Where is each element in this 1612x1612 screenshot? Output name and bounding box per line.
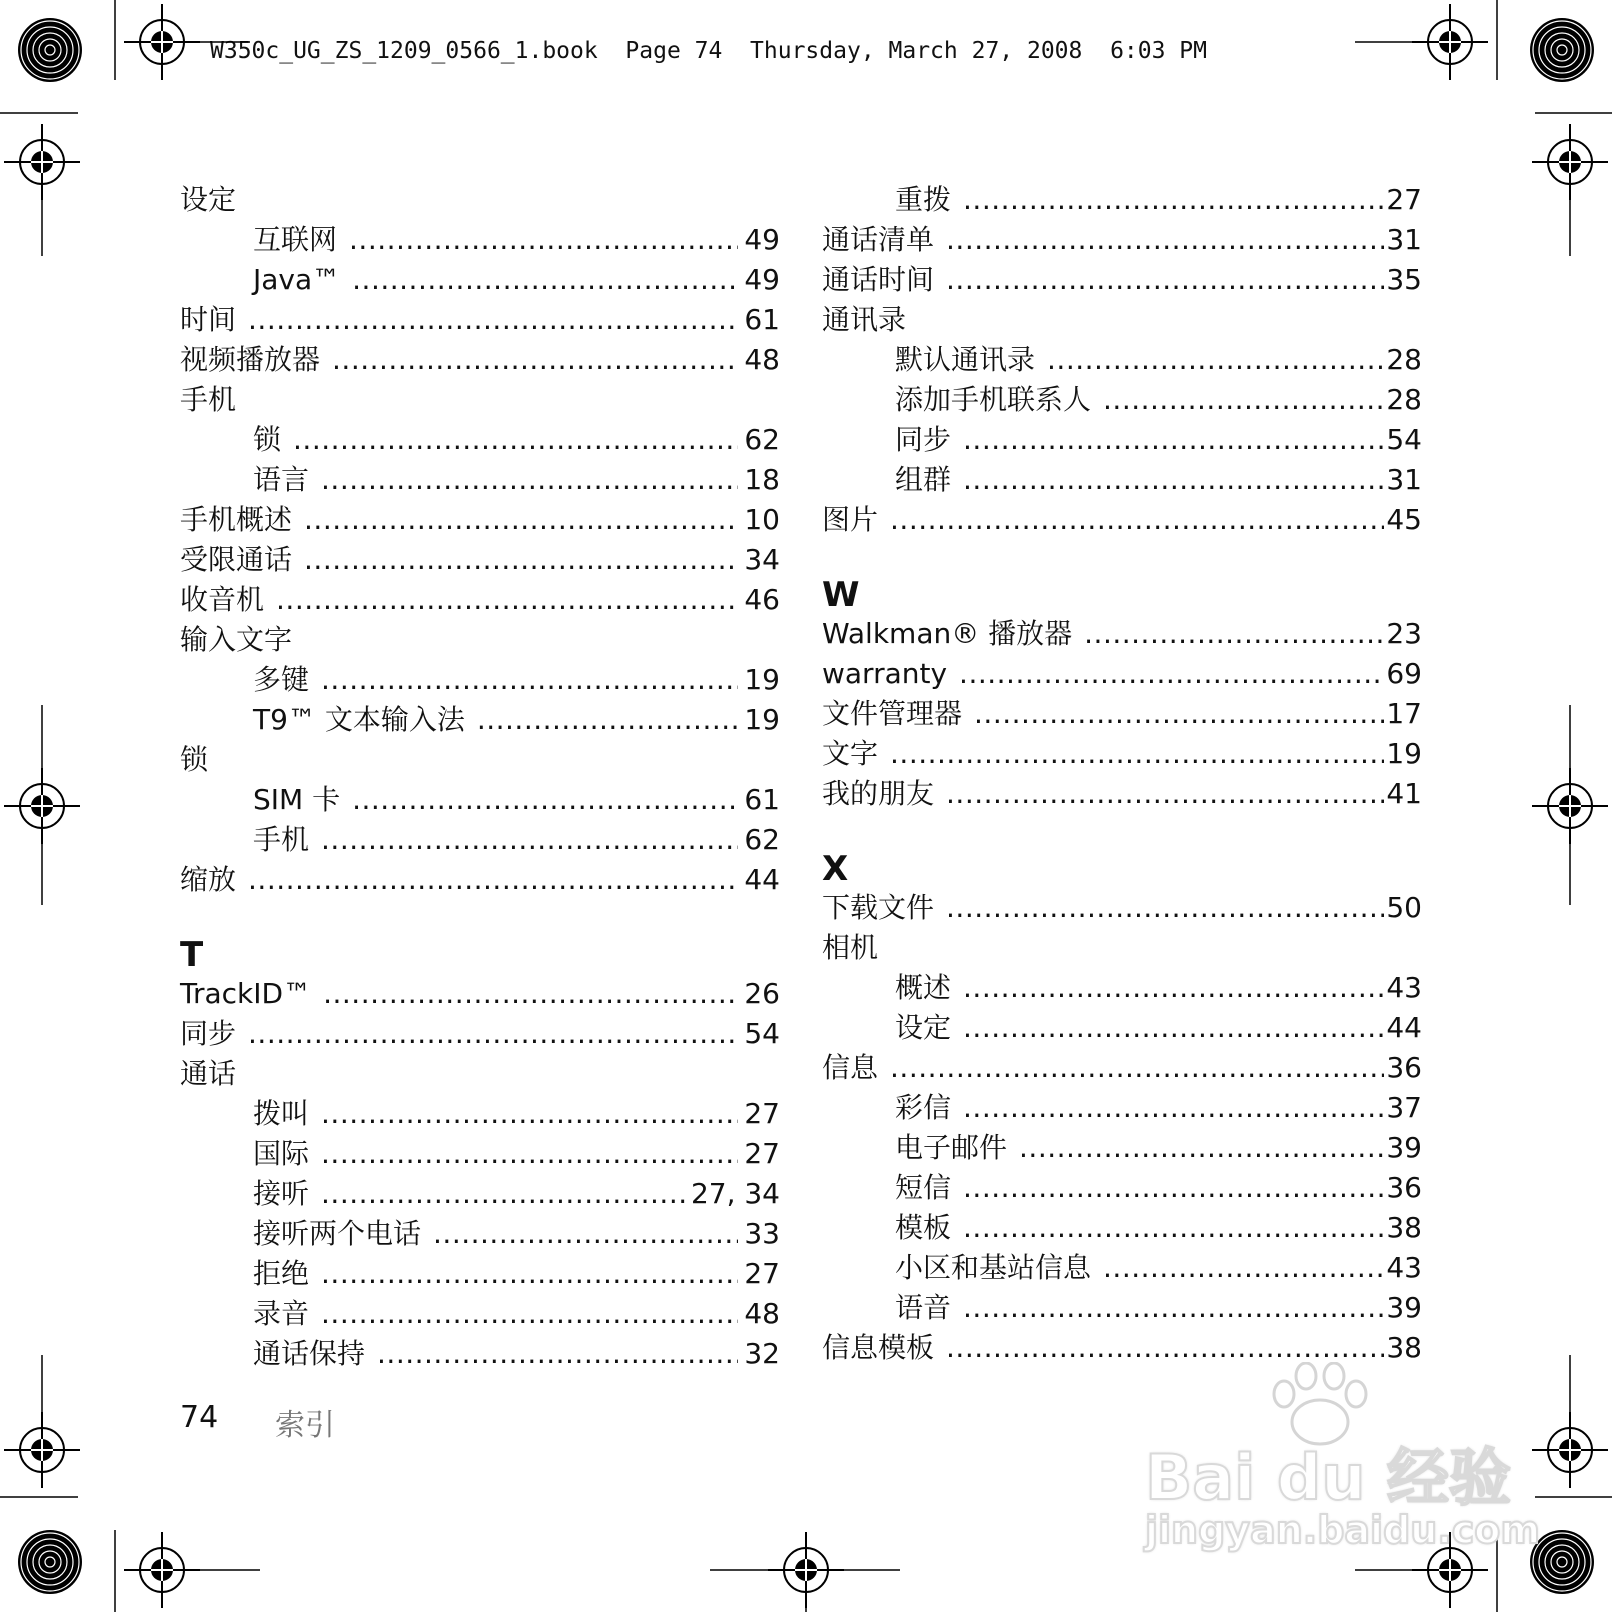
index-entry [822, 694, 1422, 734]
index-subentry [180, 1294, 780, 1334]
index-subentry [180, 1214, 780, 1254]
index-entry [180, 620, 780, 660]
entry-page-number: 41 [1386, 777, 1422, 810]
entry-term: 语音 [895, 1291, 952, 1324]
entry-page-number: 54 [744, 1017, 780, 1050]
entry-term: Walkman® 播放器 [822, 617, 1073, 650]
entry-term: 相机 [822, 931, 879, 964]
entry-page-number: 36 [1386, 1171, 1422, 1204]
entry-term: 同步 [895, 423, 952, 456]
dot-leader [332, 340, 738, 380]
entry-page-number: 28 [1386, 383, 1422, 416]
index-subentry [822, 420, 1422, 460]
index-entry [180, 340, 780, 380]
dot-leader [321, 1134, 738, 1174]
entry-term: 收音机 [180, 583, 265, 616]
entry-term: 短信 [895, 1171, 952, 1204]
index-section-letter: W [822, 575, 860, 615]
entry-term: 文字 [822, 737, 879, 770]
index-entry [822, 260, 1422, 300]
section-title: 索引 [275, 1408, 335, 1443]
index-entry [822, 654, 1422, 694]
entry-term: 同步 [180, 1017, 237, 1050]
index-subentry [822, 1288, 1422, 1328]
dot-leader [959, 654, 1384, 694]
dot-leader [321, 660, 738, 700]
dot-leader [433, 1214, 738, 1254]
entry-page-number: 50 [1386, 891, 1422, 924]
entry-term: warranty [822, 657, 948, 690]
entry-page-number: 48 [744, 1297, 780, 1330]
entry-page-number: 39 [1386, 1291, 1422, 1324]
entry-term: 设定 [895, 1011, 952, 1044]
entry-page-number: 45 [1386, 503, 1422, 536]
entry-term: SIM 卡 [253, 783, 341, 816]
index-column-left [180, 180, 780, 1374]
entry-term: TrackID™ [180, 977, 312, 1010]
entry-term: 接听两个电话 [253, 1217, 422, 1250]
index-entry [180, 300, 780, 340]
index-subentry [822, 1088, 1422, 1128]
index-entry [822, 1048, 1422, 1088]
index-entry [822, 734, 1422, 774]
index-entry [180, 1014, 780, 1054]
entry-term: 组群 [895, 463, 952, 496]
entry-page-number: 27 [744, 1257, 780, 1290]
entry-term: 信息 [822, 1051, 879, 1084]
entry-term: 我的朋友 [822, 777, 935, 810]
index-entry [822, 300, 1422, 340]
index-column-right [822, 180, 1422, 1368]
entry-page-number: 23 [1386, 617, 1422, 650]
entry-term: 通话保持 [253, 1337, 366, 1370]
entry-term: 通讯录 [822, 303, 907, 336]
dot-leader [946, 260, 1384, 300]
entry-term: 默认通讯录 [895, 343, 1036, 376]
entry-page-number: 10 [744, 503, 780, 536]
index-subentry [822, 1128, 1422, 1168]
entry-term: 录音 [253, 1297, 310, 1330]
dot-leader [352, 780, 738, 820]
entry-page-number: 61 [744, 303, 780, 336]
index-subentry [180, 460, 780, 500]
entry-term: 缩放 [180, 863, 237, 896]
dot-leader [377, 1334, 738, 1374]
entry-term: 文件管理器 [822, 697, 963, 730]
index-entry [822, 888, 1422, 928]
index-subentry [822, 340, 1422, 380]
dot-leader [321, 1294, 738, 1334]
dot-leader [321, 1174, 685, 1214]
entry-page-number: 38 [1386, 1331, 1422, 1364]
entry-term: 通话 [180, 1057, 237, 1090]
entry-term: 概述 [895, 971, 952, 1004]
dot-leader [349, 220, 738, 260]
entry-term: 时间 [180, 303, 237, 336]
index-subentry [180, 780, 780, 820]
dot-leader [477, 700, 739, 740]
index-entry [822, 928, 1422, 968]
dot-leader [890, 1048, 1384, 1088]
dot-leader [963, 1008, 1384, 1048]
dot-leader [963, 420, 1384, 460]
watermark-logo-text: Bai du 经验 [1145, 1441, 1512, 1514]
index-subentry [822, 180, 1422, 220]
entry-term: 输入文字 [180, 623, 293, 656]
dot-leader [1019, 1128, 1384, 1168]
index-subentry [180, 820, 780, 860]
index-subentry [822, 460, 1422, 500]
entry-term: T9™ 文本输入法 [253, 703, 465, 736]
entry-page-number: 48 [744, 343, 780, 376]
dot-leader [890, 734, 1384, 774]
entry-term: 添加手机联系人 [895, 383, 1092, 416]
dot-leader [963, 1208, 1384, 1248]
dot-leader [1084, 614, 1384, 654]
index-entry [180, 1054, 780, 1094]
entry-page-number: 62 [744, 823, 780, 856]
entry-term: 锁 [253, 423, 282, 456]
entry-page-number: 49 [744, 263, 780, 296]
dot-leader [1103, 380, 1384, 420]
entry-page-number: 39 [1386, 1131, 1422, 1164]
index-entry [180, 740, 780, 780]
entry-term: 受限通话 [180, 543, 293, 576]
entry-page-number: 43 [1386, 971, 1422, 1004]
index-subentry [822, 1248, 1422, 1288]
index-entry [180, 974, 780, 1014]
entry-page-number: 33 [744, 1217, 780, 1250]
index-entry [822, 774, 1422, 814]
index-entry [180, 500, 780, 540]
dot-leader [1103, 1248, 1384, 1288]
dot-leader [248, 860, 738, 900]
entry-page-number: 43 [1386, 1251, 1422, 1284]
entry-page-number: 61 [744, 783, 780, 816]
entry-page-number: 31 [1386, 223, 1422, 256]
entry-page-number: 32 [744, 1337, 780, 1370]
dot-leader [946, 220, 1384, 260]
entry-term: Java™ [253, 263, 341, 296]
entry-term: 接听 [253, 1177, 310, 1210]
dot-leader [963, 460, 1384, 500]
entry-page-number: 19 [744, 703, 780, 736]
dot-leader [963, 968, 1384, 1008]
baidu-jingyan-watermark [1145, 1370, 1540, 1570]
entry-page-number: 26 [744, 977, 780, 1010]
dot-leader [963, 1288, 1384, 1328]
entry-term: 手机 [253, 823, 310, 856]
page-number: 74 [180, 1400, 219, 1435]
entry-term: 手机概述 [180, 503, 293, 536]
dot-leader [321, 1254, 738, 1294]
entry-term: 重拨 [895, 183, 952, 216]
entry-term: 电子邮件 [895, 1131, 1008, 1164]
index-subentry [822, 1208, 1422, 1248]
entry-term: 语言 [253, 463, 310, 496]
index-entry [180, 540, 780, 580]
dot-leader [352, 260, 738, 300]
entry-page-number: 62 [744, 423, 780, 456]
index-subentry [180, 700, 780, 740]
entry-page-number: 27, 34 [690, 1177, 780, 1210]
index-subentry [180, 660, 780, 700]
entry-term: 多键 [253, 663, 310, 696]
entry-term: 图片 [822, 503, 879, 536]
entry-page-number: 31 [1386, 463, 1422, 496]
entry-page-number: 46 [744, 583, 780, 616]
entry-page-number: 36 [1386, 1051, 1422, 1084]
index-subentry [180, 1134, 780, 1174]
entry-page-number: 35 [1386, 263, 1422, 296]
entry-term: 通话清单 [822, 223, 935, 256]
index-subentry [822, 380, 1422, 420]
index-subentry [822, 1008, 1422, 1048]
dot-leader [963, 1088, 1384, 1128]
entry-page-number: 27 [1386, 183, 1422, 216]
index-section-letter: T [180, 935, 204, 975]
dot-leader [321, 820, 738, 860]
dot-leader [974, 694, 1384, 734]
dot-leader [321, 460, 738, 500]
dot-leader [1047, 340, 1384, 380]
entry-page-number: 34 [744, 543, 780, 576]
dot-leader [946, 774, 1384, 814]
index-subentry [180, 1254, 780, 1294]
entry-page-number: 49 [744, 223, 780, 256]
entry-page-number: 44 [744, 863, 780, 896]
entry-term: 模板 [895, 1211, 952, 1244]
entry-page-number: 69 [1386, 657, 1422, 690]
entry-page-number: 18 [744, 463, 780, 496]
index-section-letter: X [822, 849, 849, 889]
index-subentry [180, 260, 780, 300]
dot-leader [304, 500, 738, 540]
dot-leader [963, 180, 1384, 220]
entry-term: 彩信 [895, 1091, 952, 1124]
index-subentry [180, 420, 780, 460]
entry-term: 通话时间 [822, 263, 935, 296]
entry-page-number: 17 [1386, 697, 1422, 730]
entry-term: 锁 [180, 743, 209, 776]
entry-page-number: 54 [1386, 423, 1422, 456]
entry-term: 设定 [180, 183, 237, 216]
entry-term: 小区和基站信息 [895, 1251, 1092, 1284]
dot-leader [890, 500, 1384, 540]
entry-page-number: 44 [1386, 1011, 1422, 1044]
dot-leader [276, 580, 738, 620]
entry-page-number: 19 [744, 663, 780, 696]
entry-term: 互联网 [253, 223, 338, 256]
entry-page-number: 19 [1386, 737, 1422, 770]
entry-page-number: 37 [1386, 1091, 1422, 1124]
entry-page-number: 28 [1386, 343, 1422, 376]
entry-term: 拨叫 [253, 1097, 310, 1130]
index-subentry [180, 1094, 780, 1134]
entry-page-number: 27 [744, 1097, 780, 1130]
index-subentry [180, 220, 780, 260]
index-subentry [180, 1174, 780, 1214]
dot-leader [293, 420, 738, 460]
index-subentry [822, 1168, 1422, 1208]
index-subentry [822, 968, 1422, 1008]
entry-term: 视频播放器 [180, 343, 321, 376]
entry-term: 手机 [180, 383, 237, 416]
dot-leader [321, 1094, 738, 1134]
entry-term: 下载文件 [822, 891, 935, 924]
index-entry [822, 220, 1422, 260]
dot-leader [248, 300, 738, 340]
index-entry [180, 860, 780, 900]
entry-term: 拒绝 [253, 1257, 310, 1290]
index-entry [822, 614, 1422, 654]
dot-leader [963, 1168, 1384, 1208]
dot-leader [323, 974, 738, 1014]
index-entry [180, 180, 780, 220]
index-entry [822, 500, 1422, 540]
index-entry [180, 580, 780, 620]
watermark-url: jingyan.baidu.com [1145, 1508, 1540, 1552]
book-header: W350c_UG_ZS_1209_0566_1.book Page 74 Thursday, March 27, 2008 6:03 PM [210, 38, 1207, 64]
entry-page-number: 27 [744, 1137, 780, 1170]
index-subentry [180, 1334, 780, 1374]
dot-leader [304, 540, 738, 580]
dot-leader [248, 1014, 738, 1054]
entry-term: 国际 [253, 1137, 310, 1170]
entry-page-number: 38 [1386, 1211, 1422, 1244]
index-entry [180, 380, 780, 420]
dot-leader [946, 888, 1384, 928]
entry-term: 信息模板 [822, 1331, 935, 1364]
